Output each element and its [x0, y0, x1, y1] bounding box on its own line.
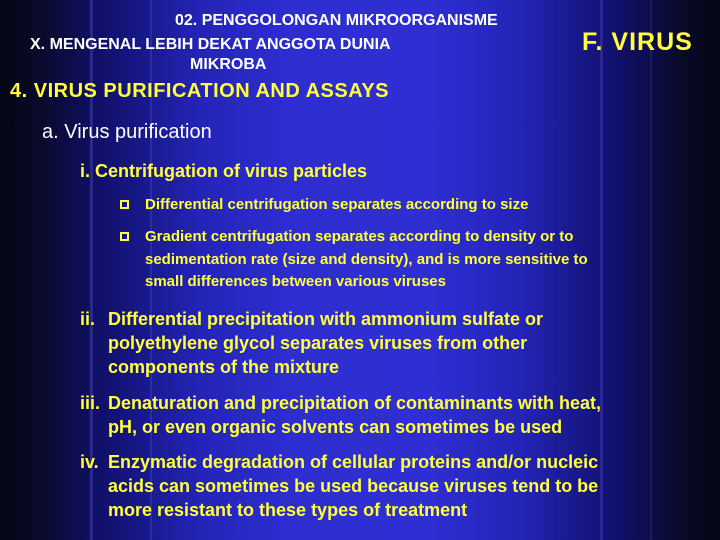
bullet-gradient-centrifugation-line1: Gradient centrifugation separates according to density or to — [145, 228, 574, 245]
subsection-title: a. Virus purification — [42, 121, 212, 143]
item-i-heading: i. Centrifugation of virus particles — [80, 161, 368, 181]
header-course-title: 02. PENGGOLONGAN MIKROORGANISME — [175, 12, 498, 29]
item-iii-line1: Denaturation and precipitation of contaminants with heat, — [108, 393, 602, 413]
item-iv-number: iv. — [80, 452, 99, 472]
square-bullet-icon — [120, 232, 129, 241]
bullet-gradient-centrifugation-line2: sedimentation rate (size and density), and is more sensitive to — [145, 251, 588, 268]
item-ii-line3: components of the mixture — [108, 357, 340, 377]
item-ii-number: ii. — [80, 309, 96, 329]
square-bullet-icon — [120, 200, 129, 209]
item-ii-line2: polyethylene glycol separates viruses from other — [108, 333, 528, 353]
background-streak — [650, 0, 652, 540]
item-iii-number: iii. — [80, 393, 101, 413]
header-topic: F. VIRUS — [582, 28, 693, 56]
item-iv-line1: Enzymatic degradation of cellular proteins and/or nucleic — [108, 452, 599, 472]
section-title: 4. VIRUS PURIFICATION AND ASSAYS — [10, 80, 390, 102]
background-streak — [600, 0, 603, 540]
item-iii-line2: pH, or even organic solvents can sometimes be used — [108, 417, 563, 437]
item-ii-line1: Differential precipitation with ammonium sulfate or — [108, 309, 544, 329]
bullet-gradient-centrifugation-line3: small differences between various viruses — [145, 273, 446, 290]
header-chapter-title-cont: MIKROBA — [190, 56, 267, 73]
item-iv-line3: more resistant to these types of treatment — [108, 500, 468, 520]
bullet-differential-centrifugation: Differential centrifugation separates according to size — [145, 196, 529, 213]
header-chapter-title: X. MENGENAL LEBIH DEKAT ANGGOTA DUNIA — [30, 36, 391, 53]
item-iv-line2: acids can sometimes be used because viruses tend to be — [108, 476, 599, 496]
